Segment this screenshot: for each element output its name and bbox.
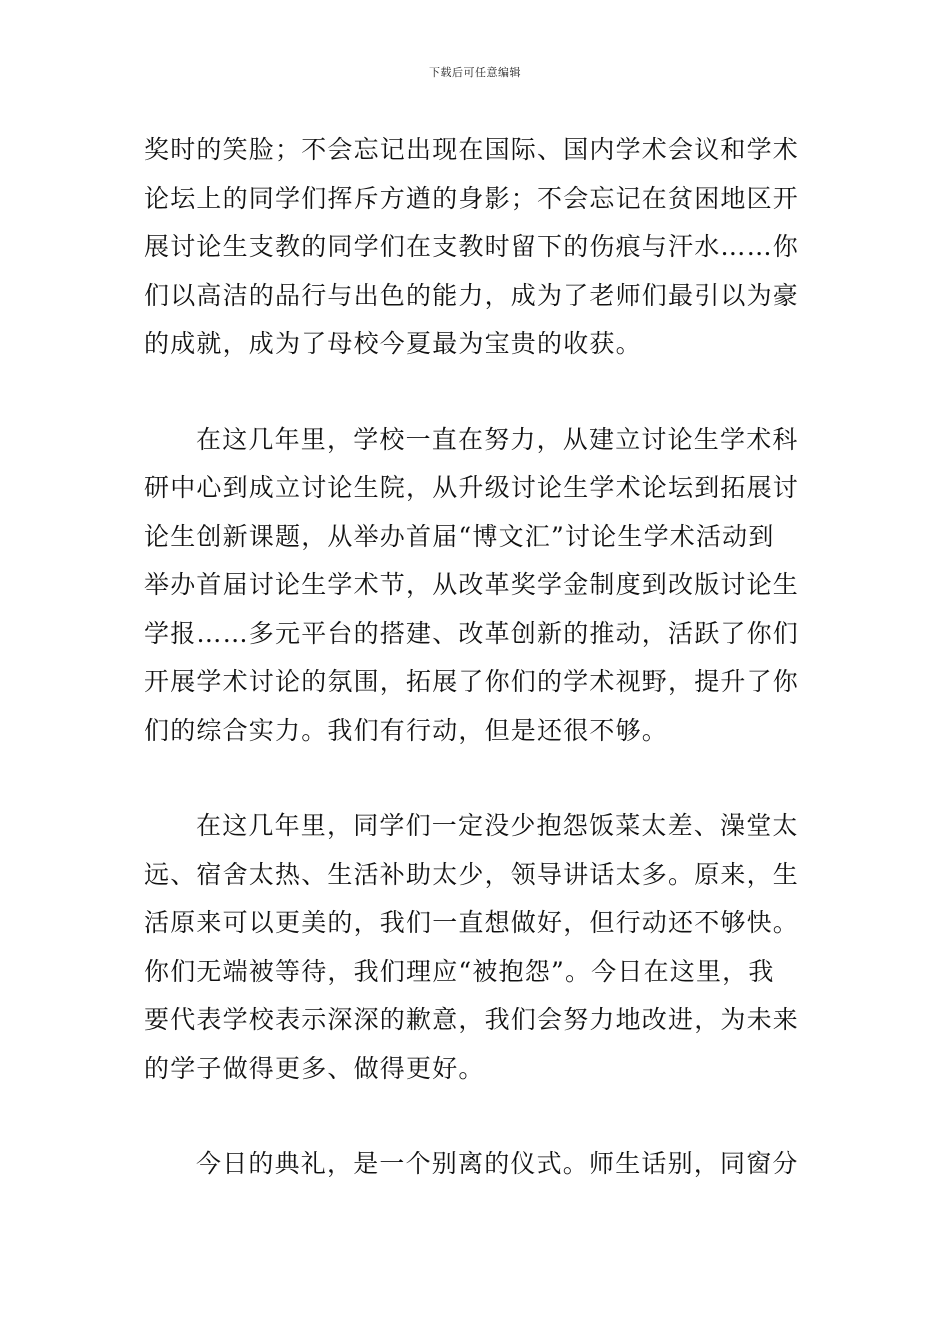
text-line: 奖时的笑脸；不会忘记出现在国际、国内学术会议和学术 bbox=[144, 135, 800, 164]
text-line: 的成就，成为了母校今夏最为宝贵的收获。 bbox=[144, 329, 642, 358]
text-line: 的学子做得更多、做得更好。 bbox=[144, 1053, 485, 1083]
text-line: 论生创新课题，从举办首届“博文汇”讨论生学术活动到 bbox=[144, 521, 775, 551]
paragraph-4 bbox=[144, 1140, 810, 1189]
text-line: 展讨论生支教的同学们在支教时留下的伤痕与汗水……你 bbox=[144, 232, 800, 261]
text-line: 论坛上的同学们挥斥方遒的身影；不会忘记在贫困地区开 bbox=[144, 183, 800, 213]
text-line: 研中心到成立讨论生院，从升级讨论生学术论坛到拓展讨 bbox=[144, 473, 800, 502]
document-body bbox=[144, 126, 810, 1189]
text-line: 学报……多元平台的搭建、改革创新的推动，活跃了你们 bbox=[144, 618, 800, 648]
text-line: 要代表学校表示深深的歉意，我们会努力地改进，为未来 bbox=[144, 1005, 800, 1034]
text-line: 今日的典礼，是一个别离的仪式。师生话别，同窗分 bbox=[196, 1149, 799, 1178]
paragraph-gap bbox=[144, 1093, 810, 1140]
text-line: 们的综合实力。我们有行动，但是还很不够。 bbox=[144, 715, 669, 745]
text-line: 活原来可以更美的，我们一直想做好，但行动还不够快。 bbox=[144, 908, 800, 937]
text-line: 在这几年里，同学们一定没少抱怨饭菜太差、澡堂太 bbox=[196, 811, 799, 840]
text-line: 举办首届讨论生学术节，从改革奖学金制度到改版讨论生 bbox=[144, 570, 800, 599]
paragraph-2 bbox=[144, 416, 810, 756]
text-line: 开展学术讨论的氛围，拓展了你们的学术视野，提升了你 bbox=[144, 667, 800, 696]
text-line: 在这几年里，学校一直在努力，从建立讨论生学术科 bbox=[196, 424, 799, 454]
page-header: 下载后可任意编辑 bbox=[429, 66, 521, 79]
text-line: 们以高洁的品行与出色的能力，成为了老师们最引以为豪 bbox=[144, 280, 800, 310]
text-line: 远、宿舍太热、生活补助太少，领导讲话太多。原来，生 bbox=[144, 859, 800, 889]
paragraph-gap bbox=[144, 755, 810, 802]
paragraph-3 bbox=[144, 802, 810, 1093]
paragraph-1 bbox=[144, 126, 810, 369]
paragraph-gap bbox=[144, 369, 810, 416]
text-line: 你们无端被等待，我们理应“被抱怨”。今日在这里，我 bbox=[144, 956, 775, 986]
